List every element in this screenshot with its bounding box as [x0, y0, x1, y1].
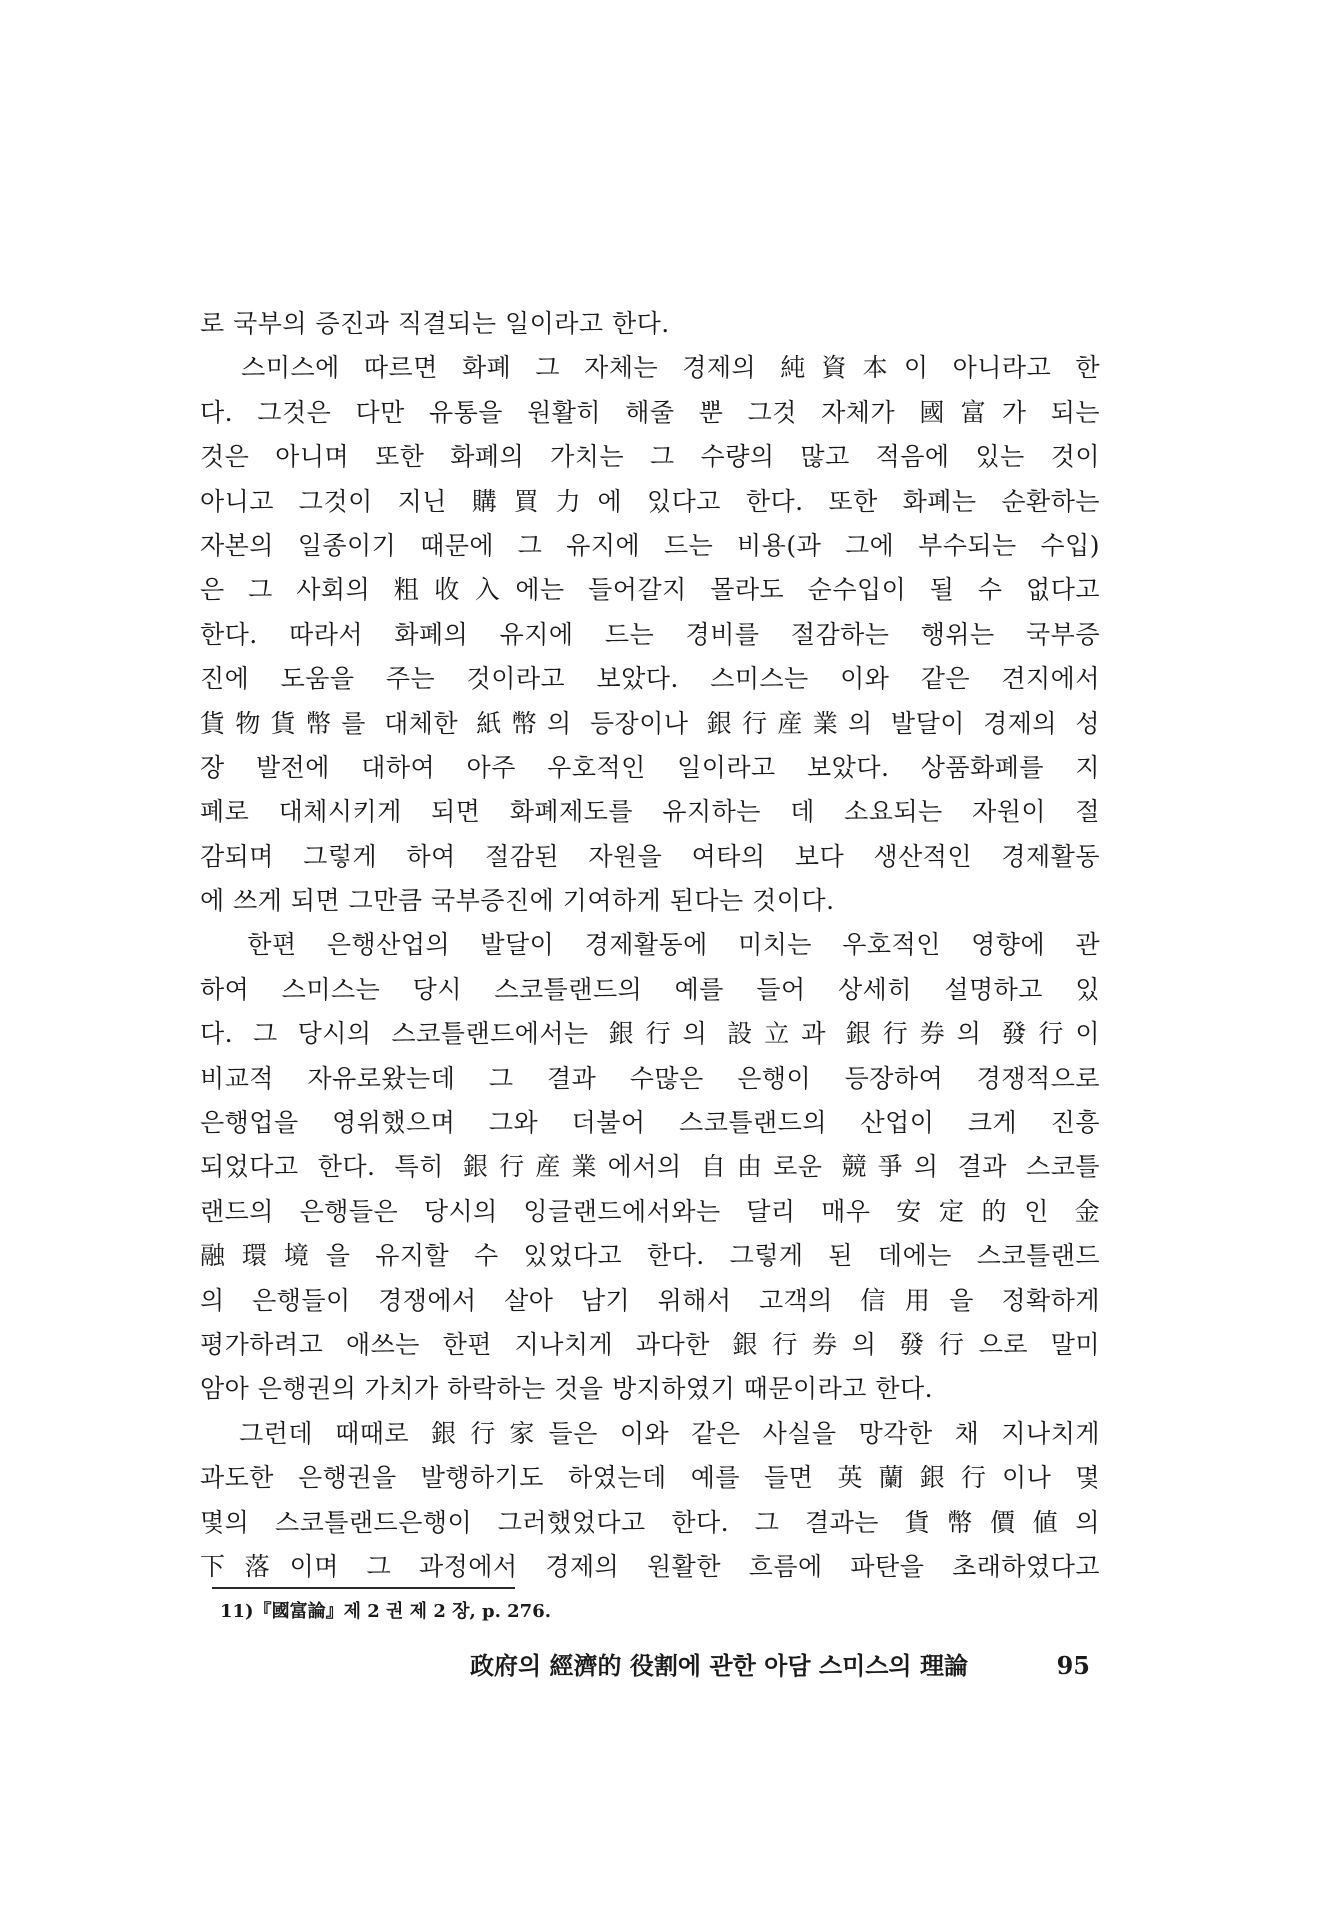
body-text: [200, 302, 1100, 1589]
text-line: 비교적 자유로왔는데 그 결과 수많은 은행이 등장하여 경쟁적으로: [200, 1063, 1100, 1093]
text-line: 아니고 그것이 지닌 購買力에 있다고 한다. 또한 화폐는 순환하는: [200, 486, 1100, 516]
text-line: 融環境을 유지할 수 있었다고 한다. 그렇게 된 데에는 스코틀랜드: [200, 1241, 1100, 1271]
footnote-divider: [212, 1587, 515, 1589]
text-line: 은 그 사회의 粗收入에는 들어갈지 몰라도 순수입이 될 수 없다고: [200, 575, 1100, 605]
text-line: 한다. 따라서 화폐의 유지에 드는 경비를 절감하는 행위는 국부증: [200, 619, 1100, 649]
text-line: 과도한 은행권을 발행하기도 하였는데 예를 들면 英蘭銀行이나 몇: [200, 1463, 1100, 1493]
footnote: 11)『國富論』제 2 권 제 2 장, p. 276.: [220, 1601, 551, 1622]
text-line: 다. 그 당시의 스코틀랜드에서는 銀行의 設立과 銀行券의 發行이: [200, 1019, 1100, 1049]
text-line: 감되며 그렇게 하여 절감된 자원을 여타의 보다 생산적인 경제활동: [200, 841, 1100, 871]
text-line: 한편 은행산업의 발달이 경제활동에 미치는 우호적인 영향에 관: [200, 930, 1100, 960]
running-footer-title: 政府의 經濟的 役割에 관한 아담 스미스의 理論: [470, 1651, 968, 1680]
text-line: 스미스에 따르면 화폐 그 자체는 경제의 純資本이 아니라고 한: [200, 353, 1100, 383]
text-line: 암아 은행권의 가치가 하락하는 것을 방지하였기 때문이라고 한다.: [200, 1374, 934, 1404]
text-line: 몇의 스코틀랜드은행이 그러했었다고 한다. 그 결과는 貨幣價値의: [200, 1507, 1100, 1537]
text-line: 것은 아니며 또한 화폐의 가치는 그 수량의 많고 적음에 있는 것이: [200, 442, 1100, 472]
text-line: 장 발전에 대하여 아주 우호적인 일이라고 보았다. 상품화폐를 지: [200, 752, 1100, 782]
text-line: 자본의 일종이기 때문에 그 유지에 드는 비용(과 그에 부수되는 수입): [200, 530, 1100, 560]
text-line: 下落이며 그 과정에서 경제의 원활한 흐름에 파탄을 초래하였다고: [200, 1551, 1100, 1581]
text-line: 貨物貨幣를 대체한 紙幣의 등장이나 銀行産業의 발달이 경제의 성: [200, 708, 1100, 738]
text-line: 되었다고 한다. 특히 銀行産業에서의 自由로운 競爭의 결과 스코틀: [200, 1152, 1100, 1182]
text-line: 의 은행들이 경쟁에서 살아 남기 위해서 고객의 信用을 정확하게: [200, 1285, 1100, 1315]
text-line: 은행업을 영위했으며 그와 더불어 스코틀랜드의 산업이 크게 진흥: [200, 1108, 1100, 1138]
text-line: 다. 그것은 다만 유통을 원활히 해줄 뿐 그것 자체가 國富가 되는: [200, 397, 1100, 427]
text-line: 폐로 대체시키게 되면 화폐제도를 유지하는 데 소요되는 자원이 절: [200, 797, 1100, 827]
text-line: 그런데 때때로 銀行家들은 이와 같은 사실을 망각한 채 지나치게: [200, 1418, 1100, 1448]
text-line: 랜드의 은행들은 당시의 잉글랜드에서와는 달리 매우 安定的인 金: [200, 1196, 1100, 1226]
page-number: 95: [1056, 1651, 1090, 1680]
text-line: 에 쓰게 되면 그만큼 국부증진에 기여하게 된다는 것이다.: [200, 886, 835, 916]
text-line: 하여 스미스는 당시 스코틀랜드의 예를 들어 상세히 설명하고 있: [200, 974, 1100, 1004]
text-line: 평가하려고 애쓰는 한편 지나치게 과다한 銀行券의 發行으로 말미: [200, 1329, 1100, 1359]
running-footer: [470, 1650, 1090, 1682]
text-line: 로 국부의 증진과 직결되는 일이라고 한다.: [200, 309, 670, 338]
text-line: 진에 도움을 주는 것이라고 보았다. 스미스는 이와 같은 견지에서: [200, 664, 1100, 694]
